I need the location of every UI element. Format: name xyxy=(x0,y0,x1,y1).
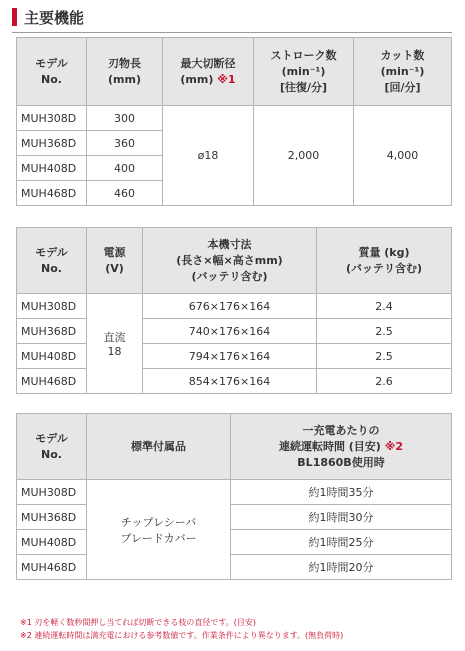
header-runtime: 一充電あたりの 連続運転時間 (目安) ※2 BL1860B使用時 xyxy=(231,414,452,480)
table-row xyxy=(17,344,452,369)
table-header-row xyxy=(17,228,452,294)
header-model: モデル No. xyxy=(17,228,87,294)
header-max-cut: 最大切断径 (mm) ※1 xyxy=(163,38,254,106)
table-row xyxy=(17,555,452,580)
header-power: 電源 (V) xyxy=(87,228,143,294)
blade-cell: 360 xyxy=(87,131,163,156)
dimensions-cell: 794×176×164 xyxy=(143,344,317,369)
header-accessories: 標準付属品 xyxy=(87,414,231,480)
runtime-cell: 約1時間20分 xyxy=(231,555,452,580)
cut-rate-cell: 4,000 xyxy=(354,106,452,206)
model-cell: MUH468D xyxy=(17,555,87,580)
table-row xyxy=(17,319,452,344)
model-cell: MUH308D xyxy=(17,294,87,319)
header-mass: 質量 (kg) (バッテリ含む) xyxy=(317,228,452,294)
model-cell: MUH468D xyxy=(17,369,87,394)
header-model: モデル No. xyxy=(17,38,87,106)
power-cell: 直流 18 xyxy=(87,294,143,394)
header-blade-length: 刃物長 (mm) xyxy=(87,38,163,106)
blade-cell: 300 xyxy=(87,106,163,131)
footnote-2: ※2 連続運転時間は満充電における参考数値です。作業条件により異なります。(無負荷時) xyxy=(20,631,344,640)
dimensions-cell: 740×176×164 xyxy=(143,319,317,344)
model-cell: MUH368D xyxy=(17,505,87,530)
header-model: モデル No. xyxy=(17,414,87,480)
model-cell: MUH408D xyxy=(17,156,87,181)
model-cell: MUH468D xyxy=(17,181,87,206)
section-title: 主要機能 xyxy=(24,9,85,27)
header-dimensions: 本機寸法 (長さ×幅×高さmm) (バッテリ含む) xyxy=(143,228,317,294)
blade-cell: 460 xyxy=(87,181,163,206)
header-cut-rate: カット数 (min⁻¹) [回/分] xyxy=(354,38,452,106)
mass-cell: 2.5 xyxy=(317,344,452,369)
mass-cell: 2.4 xyxy=(317,294,452,319)
stroke-cell: 2,000 xyxy=(254,106,354,206)
table-header-row xyxy=(17,38,452,106)
runtime-cell: 約1時間35分 xyxy=(231,480,452,505)
section-header xyxy=(12,6,452,30)
mass-cell: 2.5 xyxy=(317,319,452,344)
blade-cell: 400 xyxy=(87,156,163,181)
spec-table-runtime xyxy=(16,413,452,580)
model-cell: MUH368D xyxy=(17,131,87,156)
runtime-cell: 約1時間25分 xyxy=(231,530,452,555)
footnote-ref-1: ※1 xyxy=(217,72,236,86)
table-row xyxy=(17,505,452,530)
footnotes xyxy=(20,616,343,642)
title-accent-bar xyxy=(12,8,17,26)
header-stroke: ストローク数 (min⁻¹) [往復/分] xyxy=(254,38,354,106)
model-cell: MUH308D xyxy=(17,106,87,131)
table-row xyxy=(17,294,452,319)
table-header-row xyxy=(17,414,452,480)
footnote-ref-2: ※2 xyxy=(384,439,404,453)
max-cut-cell: ø18 xyxy=(163,106,254,206)
footnote-1: ※1 刃を軽く数秒間押し当てれば切断できる枝の直径です。(目安) xyxy=(20,618,256,627)
model-cell: MUH408D xyxy=(17,530,87,555)
model-cell: MUH408D xyxy=(17,344,87,369)
runtime-cell: 約1時間30分 xyxy=(231,505,452,530)
table-row xyxy=(17,530,452,555)
model-cell: MUH368D xyxy=(17,319,87,344)
table-row xyxy=(17,480,452,505)
table-row xyxy=(17,369,452,394)
model-cell: MUH308D xyxy=(17,480,87,505)
accessories-cell: チップレシーバ ブレードカバー xyxy=(87,480,231,580)
dimensions-cell: 854×176×164 xyxy=(143,369,317,394)
dimensions-cell: 676×176×164 xyxy=(143,294,317,319)
title-divider xyxy=(12,32,452,33)
spec-table-dimensions xyxy=(16,227,452,394)
table-row xyxy=(17,106,452,131)
spec-table-performance xyxy=(16,37,452,206)
mass-cell: 2.6 xyxy=(317,369,452,394)
